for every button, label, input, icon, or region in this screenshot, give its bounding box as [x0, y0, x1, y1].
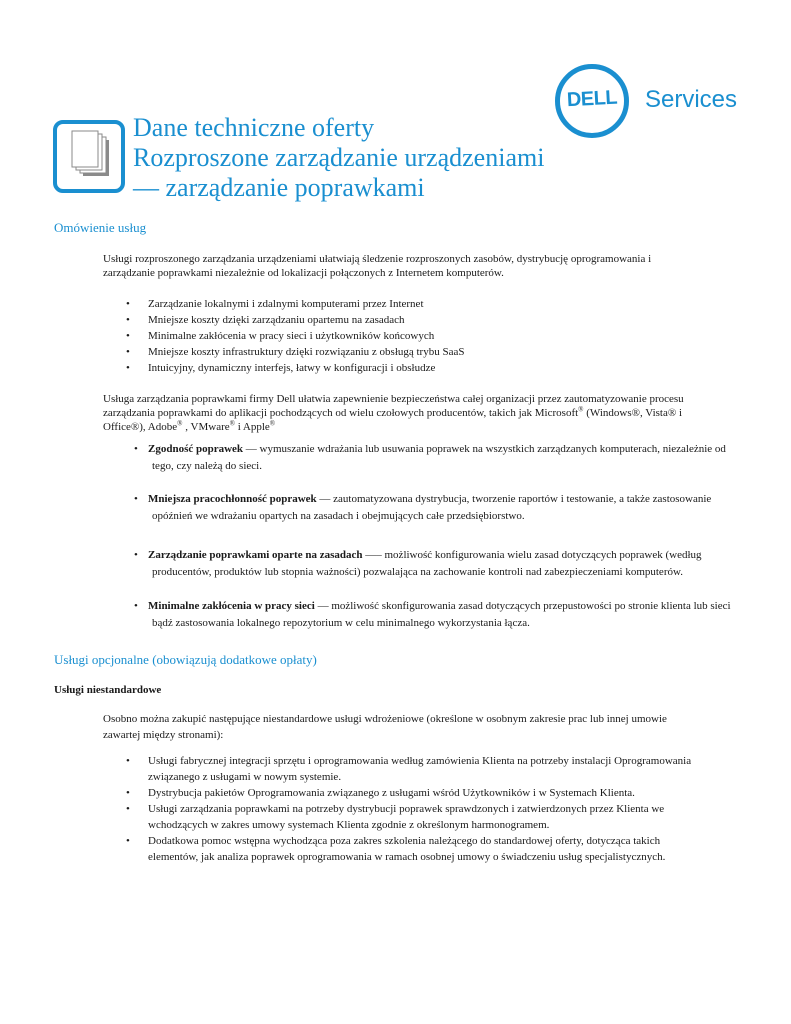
- overview-intro-line-1: Usługi rozproszonego zarządzania urządzeniami ułatwiają śledzenie rozproszonych zasobów, dystrybucję oprogramowania i: [103, 253, 652, 265]
- overview-bullet-list: [148, 296, 748, 376]
- optional-intro-line-2: zawartej między stronami):: [103, 729, 224, 741]
- patch-intro-line-3: Office®), Adobe® , VMware® i Apple®: [103, 419, 276, 433]
- optional-bullet-list: [148, 753, 748, 865]
- list-item: • Dodatkowa pomoc wstępna wychodząca poza zakres szkolenia należącego do standardowej oferty, dotycząca takich elementów, jak analiza poprawek oprogramowania w ramach osobnej umowy o świadczeniu usług specjalistycznych.: [148, 833, 748, 865]
- list-item: • Minimalne zakłócenia w pracy sieci i użytkowników końcowych: [148, 328, 748, 344]
- patch-intro-line-1: Usługa zarządzania poprawkami firmy Dell ułatwia zapewnienie bezpieczeństwa całej organizacji przez zautomatyzowanie procesu: [103, 393, 684, 405]
- list-item: • Mniejsze koszty infrastruktury dzięki rozwiązaniu z obsługą trybu SaaS: [148, 344, 748, 360]
- feature-minimal-disruption: • Minimalne zakłócenia w pracy sieci — możliwość skonfigurowania zasad dotyczących przepustowości po stronie klienta lub sieci bądź zastosowania lokalnego repozytorium w celu minimalnego wykorzystania łącza.: [148, 598, 764, 632]
- feature-patch-compliance: • Zgodność poprawek — wymuszanie wdrażania lub usuwania poprawek na wszystkich zarządzanych komputerach, niezależnie od tego, czy należą do sieci.: [148, 441, 764, 475]
- list-item: • Intuicyjny, dynamiczny interfejs, łatwy w konfiguracji i obsłudze: [148, 360, 748, 376]
- optional-intro-line-1: Osobno można zakupić następujące niestandardowe usługi wdrożeniowe (określone w osobnym zakresie prac lub innej umowie: [103, 713, 667, 725]
- list-item: • Usługi fabrycznej integracji sprzętu i oprogramowania według zamówienia Klienta na potrzeby instalacji Oprogramowania związanego z usługami w nowym systemie.: [148, 753, 748, 785]
- overview-heading: Omówienie usług: [54, 220, 147, 235]
- feature-reduced-effort: • Mniejsza pracochłonność poprawek — zautomatyzowana dystrybucja, tworzenie raportów i testowanie, a także zastosowanie opóźnień we wdrażaniu opartych na zasadach i obejmujących całe przedsiębiorstwo.: [148, 491, 764, 525]
- title-line-2: Rozproszone zarządzanie urządzeniami: [133, 143, 545, 172]
- patch-intro: [103, 392, 728, 434]
- list-item: • Usługi zarządzania poprawkami na potrzeby dystrybucji poprawek sprawdzonych i zatwierdzonych przez Klienta we wchodzących w zakres umowy systemach Klienta zgodnie z określonym harmonogramem.: [148, 801, 748, 833]
- list-item: • Zarządzanie lokalnymi i zdalnymi komputerami przez Internet: [148, 296, 748, 312]
- list-item: • Dystrybucja pakietów Oprogramowania związanego z usługami wśród Użytkowników i w Systemach Klienta.: [148, 785, 748, 801]
- optional-heading: Usługi opcjonalne (obowiązują dodatkowe opłaty): [54, 652, 317, 667]
- feature-policy-based: • Zarządzanie poprawkami oparte na zasadach —– możliwość konfigurowania wielu zasad dotyczących poprawek (według producentów, produktów lub stopnia ważności) pozwalająca na zachowanie kontroli nad zabezpieczeniami komputerów.: [148, 547, 764, 581]
- dell-services-logo: [555, 64, 738, 138]
- patch-intro-line-2: zarządzania poprawkami do aplikacji pochodzących od wielu czołowych producentów, takich jak Microsoft® (Windows®, Vista® i: [103, 405, 683, 419]
- dell-logo-text: DELL: [566, 86, 618, 112]
- title-line-3: — zarządzanie poprawkami: [133, 173, 425, 202]
- title-line-1: Dane techniczne oferty: [133, 113, 375, 142]
- optional-intro: [103, 711, 728, 743]
- services-label: Services: [645, 86, 738, 113]
- overview-intro-line-2: zarządzanie poprawkami niezależnie od lokalizacji połączonych z Internetem komputerów.: [103, 267, 504, 279]
- page-title: [133, 113, 544, 203]
- document-stack-icon: [53, 120, 125, 193]
- list-item: • Mniejsze koszty dzięki zarządzaniu opartemu na zasadach: [148, 312, 748, 328]
- overview-intro: [103, 252, 728, 280]
- custom-services-subheading: Usługi niestandardowe: [54, 684, 162, 696]
